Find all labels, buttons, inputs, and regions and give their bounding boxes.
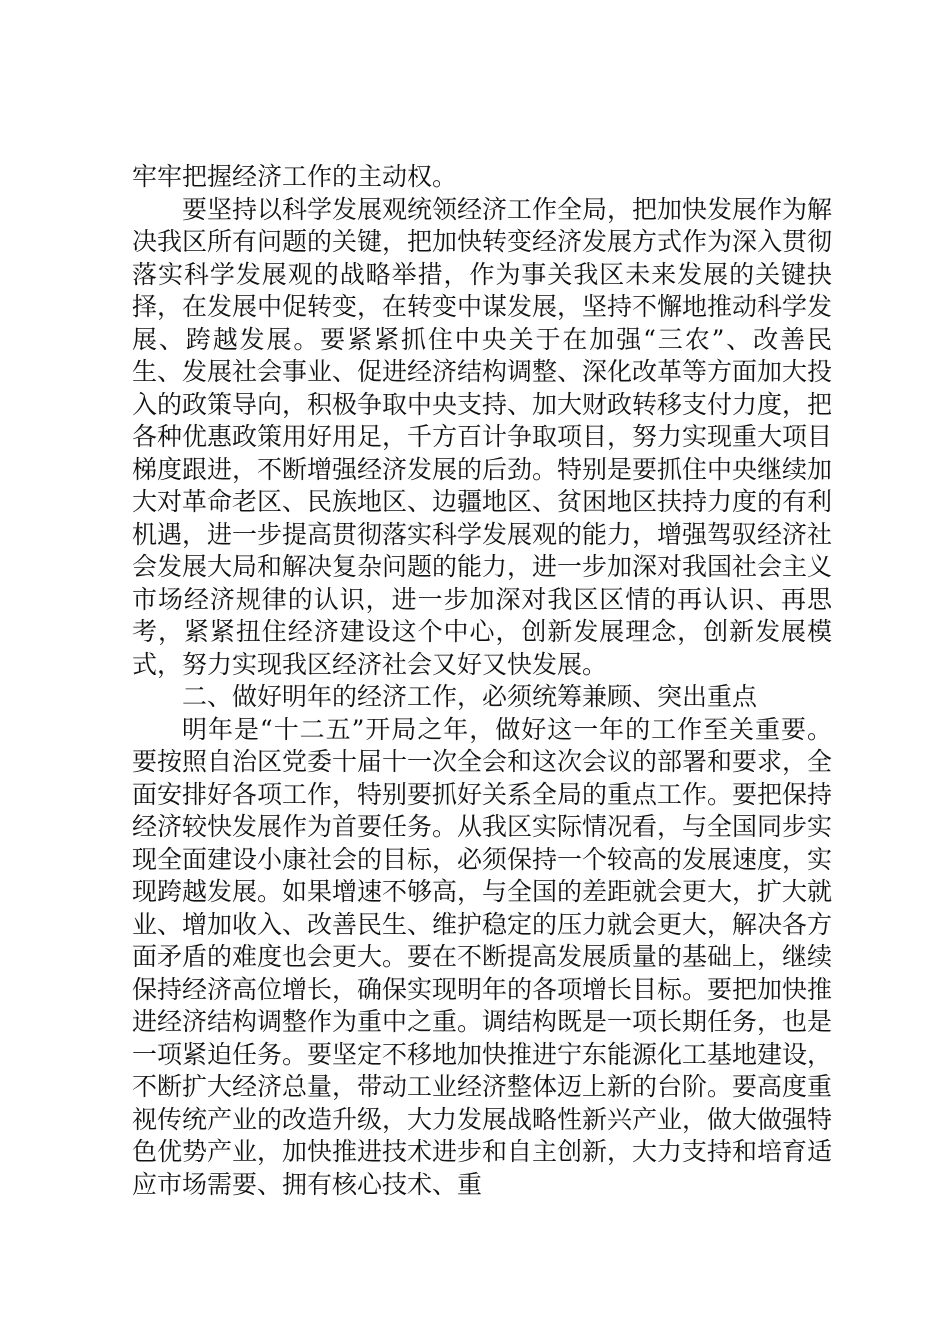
section-heading-two: 二、做好明年的经济工作，必须统筹兼顾、突出重点 [182,682,758,711]
paragraph-next-year-work: 明年是“十二五”开局之年，做好这一年的工作至关重要。要按照自治区党委十届十一次全会和这次会议的部署和要求，全面安排好各项工作，特别要抓好关系全局的重点工作。要把保持经济较快发展作为首要任务。从我区实际情况看，与全国同步实现全面建设小康社会的目标，必须保持一个较高的发展速度，实现跨越发展。如果增速不够高，与全国的差距就会更大，扩大就业、增加收入、改善民生、维护稳定的压力就会更大，解决各方面矛盾的难度也会更大。要在不断提高发展质量的基础上，继续保持经济高位增长，确保实现明年的各项增长目标。要把加快推进经济结构调整作为重中之重。调结构既是一项长期任务，也是一项紧迫任务。要坚定不移地加快推进宁东能源化工基地建设，不断扩大经济总量，带动工业经济整体迈上新的台阶。要高度重视传统产业的改造升级，大力发展战略性新兴产业，做大做强特色优势产业，加快推进技术进步和自主创新，大力支持和培育适应市场需要、拥有核心技术、重 [132,714,833,1199]
paragraph-continuation: 牢牢把握经济工作的主动权。 [132,162,458,191]
paragraph-scientific-development: 要坚持以科学发展观统领经济工作全局，把加快发展作为解决我区所有问题的关键，把加快转变经济发展方式作为深入贯彻落实科学发展观的战略举措，作为事关我区未来发展的关键抉择，在发展中促转变，在转变中谋发展，坚持不懈地推动科学发展、跨越发展。要紧紧抓住中央关于在加强“三农”、改善民生、发展社会事业、促进经济结构调整、深化改革等方面加大投入的政策导向，积极争取中央支持、加大财政转移支付力度，把各种优惠政策用好用足，千方百计争取项目，努力实现重大项目梯度跟进，不断增强经济发展的后劲。特别是要抓住中央继续加大对革命老区、民族地区、边疆地区、贫困地区扶持力度的有利机遇，进一步提高贯彻落实科学发展观的能力，增强驾驭经济社会发展大局和解决复杂问题的能力，进一步加深对我国社会主义市场经济规律的认识，进一步加深对我区区情的再认识、再思考，紧紧扭住经济建设这个中心，创新发展理念，创新发展模式，努力实现我区经济社会又好又快发展。 [132,194,833,679]
document-body [132,161,832,1201]
